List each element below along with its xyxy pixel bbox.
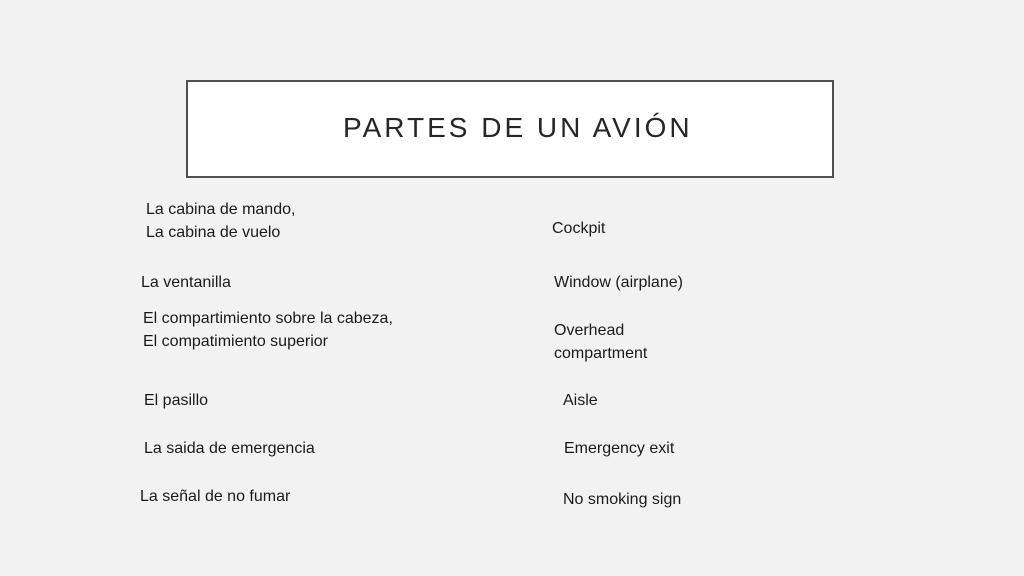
english-term-line: Window (airplane) bbox=[554, 274, 683, 291]
english-term-line: Cockpit bbox=[552, 220, 606, 237]
spanish-term-line: El pasillo bbox=[144, 392, 209, 409]
slide-title: PARTES DE UN AVIÓN bbox=[343, 112, 693, 143]
english-term-line: compartment bbox=[554, 345, 648, 362]
spanish-term-line: La cabina de vuelo bbox=[146, 224, 281, 241]
spanish-term-no-smoking bbox=[140, 485, 290, 508]
english-term-window bbox=[554, 271, 683, 294]
english-term-line: Emergency exit bbox=[564, 440, 675, 457]
spanish-term-cockpit bbox=[146, 198, 295, 244]
english-term-overhead bbox=[554, 319, 647, 365]
title-box bbox=[186, 80, 834, 178]
spanish-term-line: El compatimiento superior bbox=[143, 333, 328, 350]
spanish-term-line: La saida de emergencia bbox=[144, 440, 315, 457]
spanish-term-line: La señal de no fumar bbox=[140, 488, 291, 505]
english-term-emergency-exit bbox=[564, 437, 674, 460]
spanish-term-line: La ventanilla bbox=[141, 274, 231, 291]
english-term-line: Aisle bbox=[563, 392, 598, 409]
spanish-term-line: El compartimiento sobre la cabeza, bbox=[143, 310, 393, 327]
spanish-term-overhead bbox=[143, 307, 393, 353]
english-term-cockpit bbox=[552, 217, 605, 240]
spanish-term-emergency-exit bbox=[144, 437, 315, 460]
english-term-line: Overhead bbox=[554, 322, 625, 339]
english-term-no-smoking bbox=[563, 488, 681, 511]
spanish-term-line: La cabina de mando, bbox=[146, 201, 296, 218]
english-term-line: No smoking sign bbox=[563, 491, 682, 508]
english-term-aisle bbox=[563, 389, 598, 412]
spanish-term-aisle bbox=[144, 389, 208, 412]
spanish-term-window bbox=[141, 271, 231, 294]
